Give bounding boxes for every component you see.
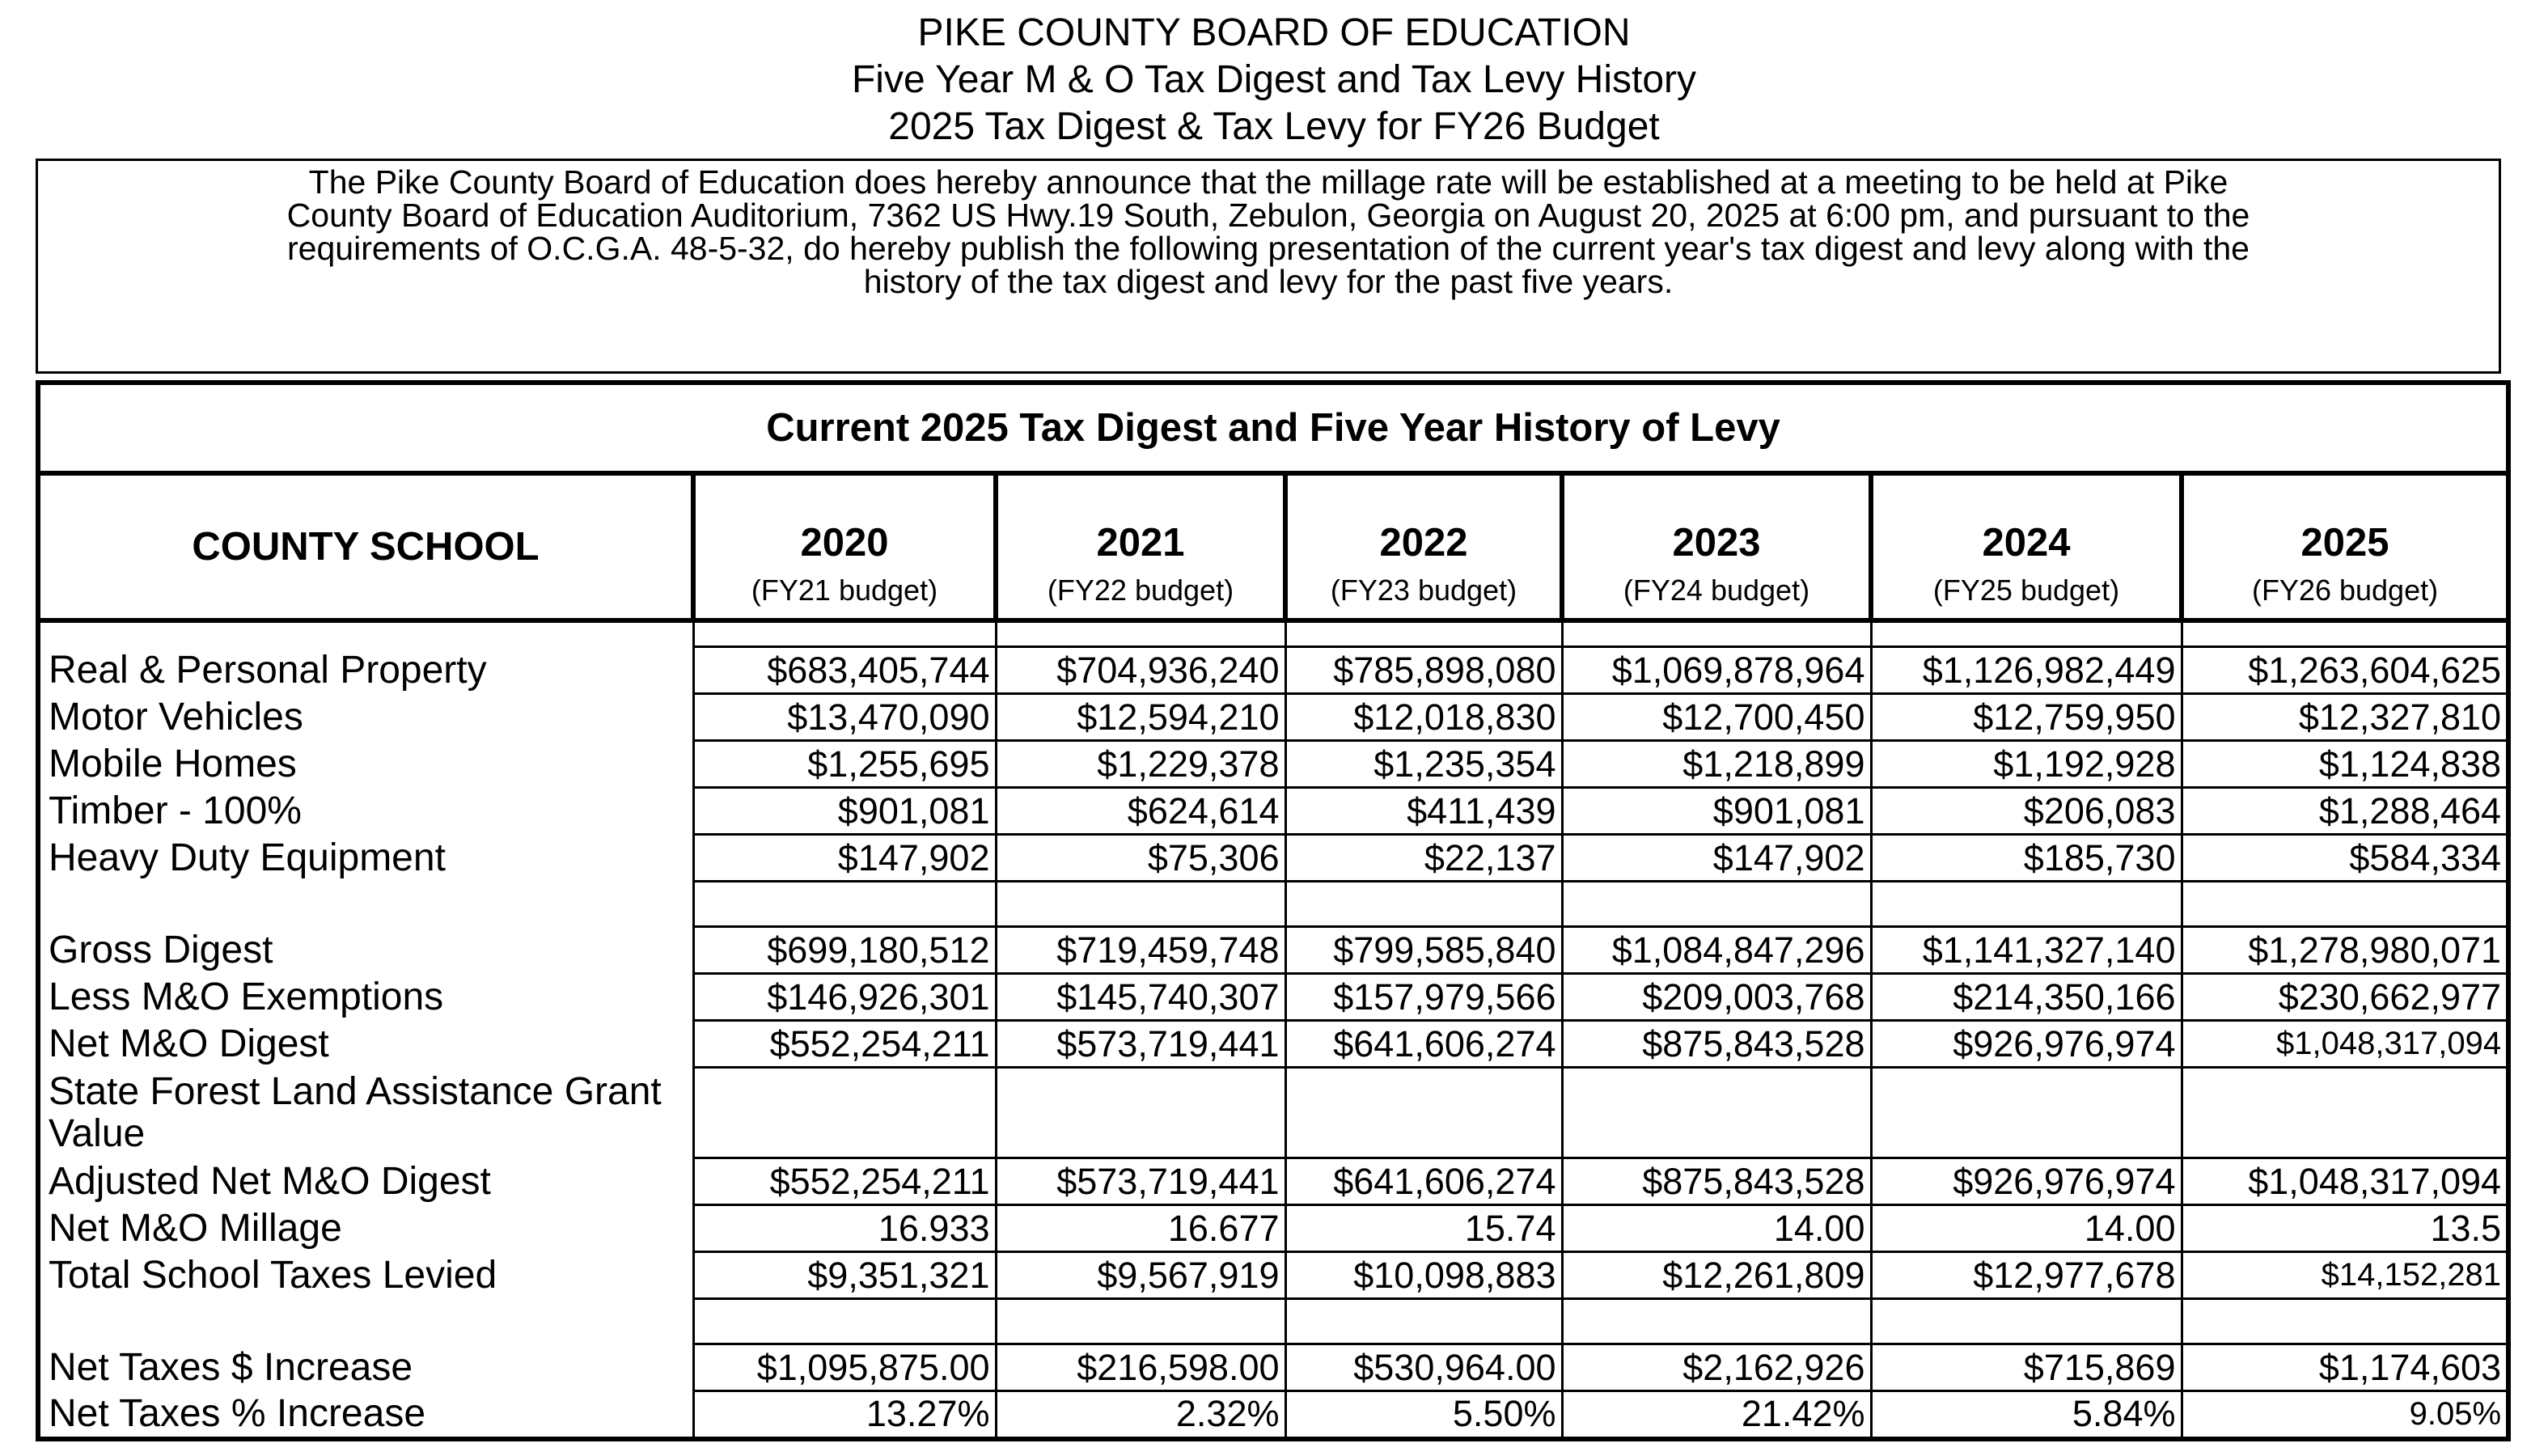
value-cell: $1,126,982,449 (1871, 647, 2182, 694)
value-cell: $12,977,678 (1871, 1252, 2182, 1299)
row-label: Heavy Duty Equipment (38, 835, 693, 882)
table-row (38, 1021, 2508, 1068)
value-cell: $1,141,327,140 (1871, 927, 2182, 974)
column-header-year (1285, 473, 1562, 620)
value-cell: $530,964.00 (1285, 1344, 1562, 1391)
spacer-cell (38, 620, 693, 647)
value-cell: $624,614 (996, 788, 1285, 835)
spacer-cell (1871, 620, 2182, 647)
value-cell: $1,218,899 (1562, 741, 1871, 788)
value-cell: $2,162,926 (1562, 1344, 1871, 1391)
header-subtitle: Five Year M & O Tax Digest and Tax Levy History (851, 58, 1697, 101)
levy-history-table (36, 380, 2511, 1441)
value-cell: $1,235,354 (1285, 741, 1562, 788)
value-cell: 2.32% (996, 1391, 1285, 1439)
blank-cell (38, 882, 693, 927)
row-label: Gross Digest (38, 927, 693, 974)
value-cell: $552,254,211 (693, 1158, 996, 1205)
table-row (38, 974, 2508, 1021)
value-cell: $214,350,166 (1871, 974, 2182, 1021)
notice-line: County Board of Education Auditorium, 7362 US Hwy.19 South, Zebulon, Georgia on August 20, 2025 at 6:00 pm, and pursuant to the (286, 197, 2250, 234)
value-cell: $10,098,883 (1285, 1252, 1562, 1299)
value-cell: $1,174,603 (2182, 1344, 2508, 1391)
public-notice-box (36, 159, 2501, 374)
row-label: Adjusted Net M&O Digest (38, 1158, 693, 1205)
value-cell: $704,936,240 (996, 647, 1285, 694)
value-cell: $12,700,450 (1562, 694, 1871, 741)
table-row (38, 647, 2508, 694)
value-cell: $573,719,441 (996, 1158, 1285, 1205)
row-label: Net Taxes % Increase (38, 1391, 693, 1439)
value-cell: 5.84% (1871, 1391, 2182, 1439)
table-row (38, 1158, 2508, 1205)
value-cell: $206,083 (1871, 788, 2182, 835)
year-label: 2023 (1672, 521, 1761, 565)
blank-cell (1562, 1299, 1871, 1344)
blank-cell (1871, 1299, 2182, 1344)
value-cell: $157,979,566 (1285, 974, 1562, 1021)
notice-line: requirements of O.C.G.A. 48-5-32, do hereby publish the following presentation of the current year's tax digest and levy along with the (287, 230, 2250, 267)
value-cell: $216,598.00 (996, 1344, 1285, 1391)
value-cell: $12,759,950 (1871, 694, 2182, 741)
value-cell (1871, 1068, 2182, 1158)
value-cell: $641,606,274 (1285, 1021, 1562, 1068)
value-cell: $22,137 (1285, 835, 1562, 882)
column-header-year (1562, 473, 1871, 620)
budget-label: (FY25 budget) (1932, 574, 2120, 607)
budget-label: (FY21 budget) (751, 574, 938, 607)
blank-cell (1871, 882, 2182, 927)
row-label: Net Taxes $ Increase (38, 1344, 693, 1391)
value-cell: $926,976,974 (1871, 1158, 2182, 1205)
blank-cell (693, 882, 996, 927)
blank-cell (996, 1299, 1285, 1344)
value-cell: $1,263,604,625 (2182, 647, 2508, 694)
table-row (38, 788, 2508, 835)
value-cell: 14.00 (1871, 1205, 2182, 1252)
value-cell: $12,327,810 (2182, 694, 2508, 741)
blank-cell (693, 1299, 996, 1344)
value-cell: $573,719,441 (996, 1021, 1285, 1068)
value-cell: $147,902 (693, 835, 996, 882)
value-cell: $901,081 (693, 788, 996, 835)
header-budget-title: 2025 Tax Digest & Tax Levy for FY26 Budget (888, 105, 1660, 148)
value-cell: $715,869 (1871, 1344, 2182, 1391)
header-org-title: PIKE COUNTY BOARD OF EDUCATION (917, 11, 1631, 54)
value-cell: 15.74 (1285, 1205, 1562, 1252)
year-label: 2020 (800, 521, 889, 565)
value-cell: $1,084,847,296 (1562, 927, 1871, 974)
table-row (38, 1344, 2508, 1391)
value-cell: $1,255,695 (693, 741, 996, 788)
value-cell: $1,229,378 (996, 741, 1285, 788)
blank-cell (1285, 1299, 1562, 1344)
budget-label: (FY23 budget) (1330, 574, 1517, 607)
spacer-cell (693, 620, 996, 647)
table-row (38, 835, 2508, 882)
value-cell: $785,898,080 (1285, 647, 1562, 694)
value-cell (996, 1068, 1285, 1158)
table-row (38, 1068, 2508, 1158)
column-header-county-school: COUNTY SCHOOL (38, 473, 693, 620)
value-cell: $699,180,512 (693, 927, 996, 974)
value-cell: $185,730 (1871, 835, 2182, 882)
value-cell (1562, 1068, 1871, 1158)
value-cell: 5.50% (1285, 1391, 1562, 1439)
row-label: Net M&O Millage (38, 1205, 693, 1252)
blank-row (38, 1299, 2508, 1344)
value-cell: 9.05% (2182, 1391, 2508, 1439)
value-cell (1285, 1068, 1562, 1158)
value-cell: $901,081 (1562, 788, 1871, 835)
value-cell: $1,278,980,071 (2182, 927, 2508, 974)
blank-cell (38, 1299, 693, 1344)
value-cell: $9,351,321 (693, 1252, 996, 1299)
budget-label: (FY24 budget) (1623, 574, 1810, 607)
year-label: 2025 (2300, 521, 2389, 565)
value-cell: 21.42% (1562, 1391, 1871, 1439)
spacer-cell (2182, 620, 2508, 647)
value-cell: $209,003,768 (1562, 974, 1871, 1021)
column-header-year (1871, 473, 2182, 620)
spacer-cell (1285, 620, 1562, 647)
value-cell: 16.933 (693, 1205, 996, 1252)
value-cell: $13,470,090 (693, 694, 996, 741)
value-cell: $147,902 (1562, 835, 1871, 882)
year-label: 2024 (1982, 521, 2071, 565)
value-cell: $230,662,977 (2182, 974, 2508, 1021)
value-cell: $719,459,748 (996, 927, 1285, 974)
blank-cell (1562, 882, 1871, 927)
row-label: Real & Personal Property (38, 647, 693, 694)
column-header-year (693, 473, 996, 620)
value-cell: $1,048,317,094 (2182, 1158, 2508, 1205)
value-cell: $552,254,211 (693, 1021, 996, 1068)
row-label: Total School Taxes Levied (38, 1252, 693, 1299)
row-label: State Forest Land Assistance Grant Value (38, 1068, 693, 1158)
value-cell: $411,439 (1285, 788, 1562, 835)
column-header-year (2182, 473, 2508, 620)
budget-label: (FY22 budget) (1047, 574, 1234, 607)
value-cell: 13.5 (2182, 1205, 2508, 1252)
value-cell: $683,405,744 (693, 647, 996, 694)
value-cell: $1,288,464 (2182, 788, 2508, 835)
value-cell: $584,334 (2182, 835, 2508, 882)
value-cell: $1,124,838 (2182, 741, 2508, 788)
spacer-cell (996, 620, 1285, 647)
spacer-row (38, 620, 2508, 647)
value-cell (693, 1068, 996, 1158)
value-cell: $641,606,274 (1285, 1158, 1562, 1205)
value-cell: $926,976,974 (1871, 1021, 2182, 1068)
blank-cell (2182, 1299, 2508, 1344)
table-title: Current 2025 Tax Digest and Five Year History of Levy (38, 383, 2508, 473)
notice-line: The Pike County Board of Education does hereby announce that the millage rate will be established at a meeting to be held at Pike (308, 163, 2228, 201)
value-cell: $1,048,317,094 (2182, 1021, 2508, 1068)
table-row (38, 694, 2508, 741)
year-label: 2021 (1096, 521, 1185, 565)
blank-cell (996, 882, 1285, 927)
row-label: Mobile Homes (38, 741, 693, 788)
value-cell: $75,306 (996, 835, 1285, 882)
budget-label: (FY26 budget) (2251, 574, 2439, 607)
document-header (0, 10, 2548, 150)
value-cell: $9,567,919 (996, 1252, 1285, 1299)
value-cell: $146,926,301 (693, 974, 996, 1021)
spacer-cell (1562, 620, 1871, 647)
value-cell: $1,192,928 (1871, 741, 2182, 788)
table-row (38, 1391, 2508, 1439)
table-row (38, 1205, 2508, 1252)
value-cell: $875,843,528 (1562, 1158, 1871, 1205)
row-label: Net M&O Digest (38, 1021, 693, 1068)
blank-cell (2182, 882, 2508, 927)
row-label: Timber - 100% (38, 788, 693, 835)
table-row (38, 1252, 2508, 1299)
value-cell: 13.27% (693, 1391, 996, 1439)
row-label: Motor Vehicles (38, 694, 693, 741)
value-cell: $12,261,809 (1562, 1252, 1871, 1299)
blank-row (38, 882, 2508, 927)
value-cell: 14.00 (1562, 1205, 1871, 1252)
table-row (38, 927, 2508, 974)
value-cell: $1,069,878,964 (1562, 647, 1871, 694)
column-header-year (996, 473, 1285, 620)
value-cell: $145,740,307 (996, 974, 1285, 1021)
row-label: Less M&O Exemptions (38, 974, 693, 1021)
value-cell: $799,585,840 (1285, 927, 1562, 974)
value-cell: $14,152,281 (2182, 1252, 2508, 1299)
value-cell (2182, 1068, 2508, 1158)
value-cell: $1,095,875.00 (693, 1344, 996, 1391)
notice-line: history of the tax digest and levy for the past five years. (863, 263, 1674, 300)
value-cell: $12,594,210 (996, 694, 1285, 741)
value-cell: 16.677 (996, 1205, 1285, 1252)
table-row (38, 741, 2508, 788)
value-cell: $12,018,830 (1285, 694, 1562, 741)
blank-cell (1285, 882, 1562, 927)
year-label: 2022 (1379, 521, 1468, 565)
value-cell: $875,843,528 (1562, 1021, 1871, 1068)
